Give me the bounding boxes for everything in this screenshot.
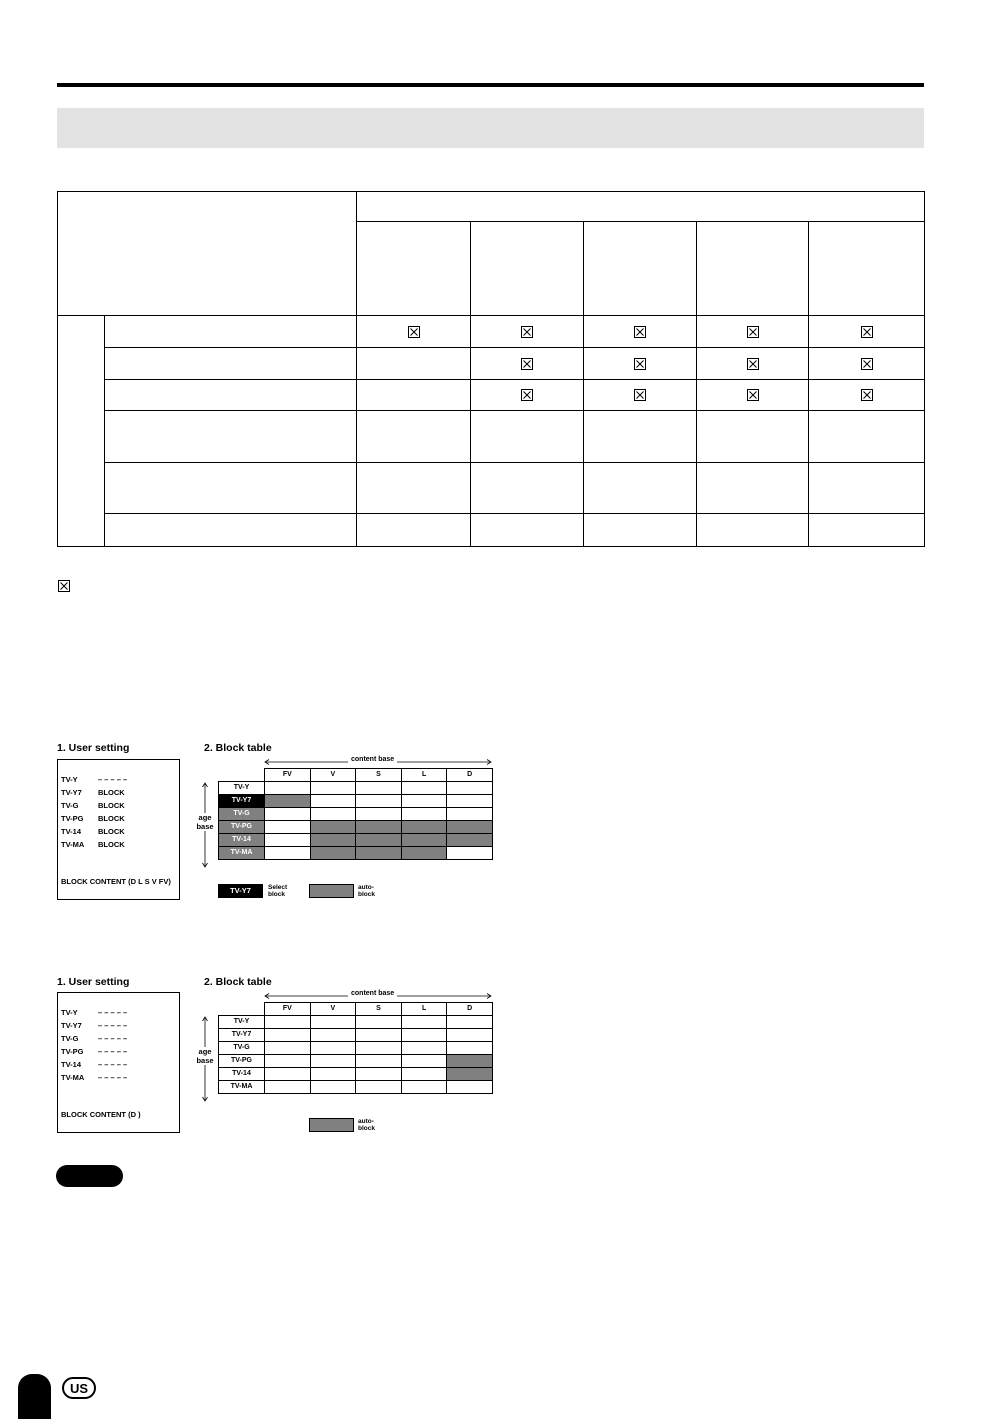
table-cell — [584, 463, 697, 514]
boxed-x-icon — [634, 326, 646, 338]
boxed-x-icon — [747, 326, 759, 338]
table-row — [58, 316, 925, 348]
table-cell — [584, 348, 697, 380]
block-table-cell — [447, 1081, 493, 1094]
block-table-cell — [265, 1055, 311, 1068]
block-table-cell — [401, 795, 447, 808]
block-table-cell — [310, 1055, 356, 1068]
rating-label: TV-Y7 — [61, 788, 82, 797]
boxed-x-icon — [634, 358, 646, 370]
legend-text-line: auto- — [358, 884, 374, 891]
block-table-cell — [310, 1081, 356, 1094]
boxed-x-icon — [521, 389, 533, 401]
table-row — [58, 463, 925, 514]
table-cell — [809, 348, 925, 380]
block-table-cell — [356, 1029, 402, 1042]
block-table-cell — [310, 808, 356, 821]
table-cell — [471, 380, 584, 411]
boxed-x-icon — [747, 358, 759, 370]
block-table-row — [219, 1081, 493, 1094]
content-column-header: V — [310, 1003, 356, 1016]
user-setting-row — [61, 775, 128, 784]
block-table-corner — [219, 769, 265, 782]
rating-label: TV-PG — [61, 814, 84, 823]
content-column-header: D — [447, 1003, 493, 1016]
block-table-cell — [401, 1042, 447, 1055]
user-setting-row — [61, 814, 125, 823]
age-row-header: TV-14 — [219, 1068, 265, 1081]
block-table-cell — [447, 795, 493, 808]
legend-text-line: Select — [268, 884, 288, 891]
age-row-header: TV-MA — [219, 1081, 265, 1094]
block-table-cell — [265, 782, 311, 795]
block-table-title: 2. Block table — [204, 742, 272, 754]
table-cell — [584, 380, 697, 411]
table-group-header — [357, 192, 925, 222]
block-table-row — [219, 1029, 493, 1042]
table-col-header — [584, 222, 697, 316]
block-table-cell — [265, 1042, 311, 1055]
block-table-cell — [265, 1081, 311, 1094]
age-row-header: TV-MA — [219, 847, 265, 860]
table-cell — [697, 463, 809, 514]
block-table-cell — [356, 1068, 402, 1081]
block-table-row — [219, 847, 493, 860]
user-setting-box — [57, 992, 180, 1133]
auto-block-cell — [310, 847, 356, 860]
block-table-cell — [356, 1042, 402, 1055]
block-table-cell — [401, 782, 447, 795]
age-row-header: TV-Y — [219, 1016, 265, 1029]
block-table-cell — [265, 1016, 311, 1029]
row-label-cell — [105, 380, 357, 411]
auto-block-cell — [401, 821, 447, 834]
auto-block-cell — [447, 821, 493, 834]
auto-block-legend-text — [358, 884, 375, 898]
block-table — [218, 768, 493, 860]
rating-label: TV-14 — [61, 1060, 82, 1069]
block-table-cell — [447, 782, 493, 795]
rating-value: BLOCK — [98, 801, 125, 810]
base-text: base — [196, 822, 214, 831]
table-col-header — [697, 222, 809, 316]
table-cell — [357, 463, 471, 514]
age-row-header: TV-Y7 — [219, 795, 265, 808]
age-row-header: TV-G — [219, 1042, 265, 1055]
age-row-header: TV-PG — [219, 821, 265, 834]
table-cell — [809, 316, 925, 348]
content-column-header: FV — [265, 769, 311, 782]
block-table-cell — [401, 1016, 447, 1029]
table-cell — [809, 411, 925, 463]
rating-value: – – – – – — [98, 775, 128, 784]
content-column-header: S — [356, 769, 402, 782]
table-cell — [584, 316, 697, 348]
block-table-cell — [401, 1029, 447, 1042]
rating-label: TV-14 — [61, 827, 82, 836]
table-col-header — [809, 222, 925, 316]
auto-block-cell — [447, 1068, 493, 1081]
block-table-cell — [356, 795, 402, 808]
block-table-cell — [401, 808, 447, 821]
user-setting-row — [61, 1008, 128, 1017]
age-base-label — [192, 813, 218, 831]
auto-block-cell — [401, 834, 447, 847]
rating-label: TV-Y — [61, 775, 78, 784]
user-setting-row — [61, 1021, 128, 1030]
auto-block-cell — [310, 821, 356, 834]
block-table-row — [219, 1016, 493, 1029]
block-table-cell — [356, 1016, 402, 1029]
rating-value: BLOCK — [98, 840, 125, 849]
table-cell — [357, 348, 471, 380]
legend-text-line: block — [268, 891, 285, 898]
auto-block-cell — [356, 847, 402, 860]
block-table-row — [219, 1068, 493, 1081]
rating-value: BLOCK — [98, 827, 125, 836]
boxed-x-icon — [861, 358, 873, 370]
section-title-band — [57, 108, 924, 148]
block-table-cell — [447, 847, 493, 860]
user-setting-title: 1. User setting — [57, 976, 130, 988]
row-label-cell — [105, 514, 357, 547]
boxed-x-icon — [58, 580, 70, 592]
boxed-x-icon — [861, 326, 873, 338]
base-text: base — [196, 1056, 214, 1065]
row-label-cell — [105, 348, 357, 380]
block-table-cell — [447, 1042, 493, 1055]
block-table-header-row — [219, 769, 493, 782]
block-table-row — [219, 1042, 493, 1055]
block-table — [218, 1002, 493, 1094]
age-row-header: TV-PG — [219, 1055, 265, 1068]
rating-value: – – – – – — [98, 1060, 128, 1069]
user-setting-row — [61, 1073, 128, 1082]
block-table-row — [219, 782, 493, 795]
age-row-header: TV-14 — [219, 834, 265, 847]
auto-block-cell — [265, 795, 311, 808]
user-setting-row — [61, 1034, 128, 1043]
table-cell — [357, 316, 471, 348]
block-table-cell — [356, 1055, 402, 1068]
auto-block-cell — [401, 847, 447, 860]
rating-value: – – – – – — [98, 1034, 128, 1043]
table-header-row — [58, 192, 925, 222]
content-column-header: S — [356, 1003, 402, 1016]
top-rule — [57, 83, 924, 87]
table-cell — [357, 514, 471, 547]
select-block-legend-swatch: TV-Y7 — [218, 884, 263, 898]
table-cell — [697, 348, 809, 380]
rating-value: – – – – – — [98, 1047, 128, 1056]
block-table-cell — [310, 1068, 356, 1081]
block-table-cell — [310, 782, 356, 795]
row-label-cell — [105, 463, 357, 514]
block-table-cell — [310, 1042, 356, 1055]
block-table-title: 2. Block table — [204, 976, 272, 988]
content-base-label: content base — [348, 990, 397, 997]
table-cell — [584, 411, 697, 463]
auto-block-legend-swatch — [309, 884, 354, 898]
rating-label: TV-MA — [61, 840, 85, 849]
block-table-cell — [265, 1068, 311, 1081]
boxed-x-icon — [747, 389, 759, 401]
table-cell — [584, 514, 697, 547]
rating-label: TV-PG — [61, 1047, 84, 1056]
boxed-x-icon — [521, 326, 533, 338]
auto-block-cell — [310, 834, 356, 847]
table-cell — [697, 411, 809, 463]
block-table-cell — [401, 1068, 447, 1081]
table-cell — [697, 514, 809, 547]
table-cell — [697, 380, 809, 411]
rating-value: BLOCK — [98, 814, 125, 823]
age-text: age — [198, 813, 212, 822]
auto-block-legend-text — [358, 1118, 375, 1132]
block-table-cell — [265, 1029, 311, 1042]
user-setting-row — [61, 1060, 128, 1069]
block-table-row — [219, 808, 493, 821]
rating-label: TV-G — [61, 1034, 79, 1043]
block-table-cell — [447, 1016, 493, 1029]
block-table-cell — [356, 782, 402, 795]
row-label-cell — [105, 316, 357, 348]
user-setting-row — [61, 1047, 128, 1056]
row-label-cell — [105, 411, 357, 463]
rating-label: TV-Y7 — [61, 1021, 82, 1030]
table-row — [58, 411, 925, 463]
table-row — [58, 348, 925, 380]
auto-block-cell — [356, 834, 402, 847]
block-table-row — [219, 821, 493, 834]
block-table-cell — [356, 1081, 402, 1094]
auto-block-cell — [447, 1055, 493, 1068]
table-corner-cell — [58, 192, 357, 316]
user-setting-row — [61, 840, 125, 849]
block-table-cell — [401, 1081, 447, 1094]
table-cell — [357, 411, 471, 463]
age-row-header: TV-Y — [219, 782, 265, 795]
age-row-header: TV-G — [219, 808, 265, 821]
content-column-header: L — [401, 769, 447, 782]
table-cell — [809, 380, 925, 411]
table-cell — [697, 316, 809, 348]
table-cell — [471, 514, 584, 547]
legend-text-line: block — [358, 1125, 375, 1132]
rating-value: BLOCK — [98, 788, 125, 797]
age-text: age — [198, 1047, 212, 1056]
user-setting-row — [61, 788, 125, 797]
note-badge — [56, 1165, 123, 1187]
block-table-corner — [219, 1003, 265, 1016]
content-column-header: V — [310, 769, 356, 782]
boxed-x-icon — [408, 326, 420, 338]
region-badge: US — [62, 1377, 96, 1399]
block-table-cell — [310, 795, 356, 808]
block-table-row — [219, 795, 493, 808]
table-col-header — [357, 222, 471, 316]
select-block-legend-text — [268, 884, 287, 898]
rating-label: TV-MA — [61, 1073, 85, 1082]
user-setting-title: 1. User setting — [57, 742, 130, 754]
table-cell — [471, 348, 584, 380]
block-table-row — [219, 834, 493, 847]
table-cell — [471, 316, 584, 348]
content-column-header: FV — [265, 1003, 311, 1016]
legend-text-line: auto- — [358, 1118, 374, 1125]
block-table-cell — [265, 808, 311, 821]
block-table-cell — [447, 1029, 493, 1042]
table-cell — [357, 380, 471, 411]
user-setting-row — [61, 827, 125, 836]
boxed-x-icon — [861, 389, 873, 401]
table-row — [58, 380, 925, 411]
block-table-cell — [310, 1016, 356, 1029]
table-cell — [809, 463, 925, 514]
page-number-tab — [18, 1374, 51, 1419]
row-group-cell — [58, 316, 105, 547]
rating-matrix-table — [57, 191, 925, 547]
block-table-row — [219, 1055, 493, 1068]
rating-value: – – – – – — [98, 1008, 128, 1017]
block-table-cell — [265, 834, 311, 847]
rating-label: TV-G — [61, 801, 79, 810]
boxed-x-icon — [634, 389, 646, 401]
block-table-cell — [356, 808, 402, 821]
user-setting-row — [61, 801, 125, 810]
table-cell — [809, 514, 925, 547]
table-row — [58, 514, 925, 547]
block-content-line: BLOCK CONTENT (D L S V FV) — [61, 877, 171, 886]
content-base-label: content base — [348, 756, 397, 763]
block-table-header-row — [219, 1003, 493, 1016]
age-row-header: TV-Y7 — [219, 1029, 265, 1042]
user-setting-box — [57, 759, 180, 900]
table-col-header — [471, 222, 584, 316]
legend-text-line: block — [358, 891, 375, 898]
table-cell — [471, 463, 584, 514]
block-table-cell — [265, 847, 311, 860]
block-table-cell — [310, 1029, 356, 1042]
block-table-cell — [447, 808, 493, 821]
rating-value: – – – – – — [98, 1073, 128, 1082]
auto-block-cell — [356, 821, 402, 834]
boxed-x-icon — [521, 358, 533, 370]
block-table-cell — [265, 821, 311, 834]
table-cell — [471, 411, 584, 463]
content-column-header: D — [447, 769, 493, 782]
block-table-cell — [401, 1055, 447, 1068]
rating-label: TV-Y — [61, 1008, 78, 1017]
auto-block-cell — [447, 834, 493, 847]
content-column-header: L — [401, 1003, 447, 1016]
rating-value: – – – – – — [98, 1021, 128, 1030]
auto-block-legend-swatch — [309, 1118, 354, 1132]
age-base-label — [192, 1047, 218, 1065]
block-content-line: BLOCK CONTENT (D ) — [61, 1110, 141, 1119]
